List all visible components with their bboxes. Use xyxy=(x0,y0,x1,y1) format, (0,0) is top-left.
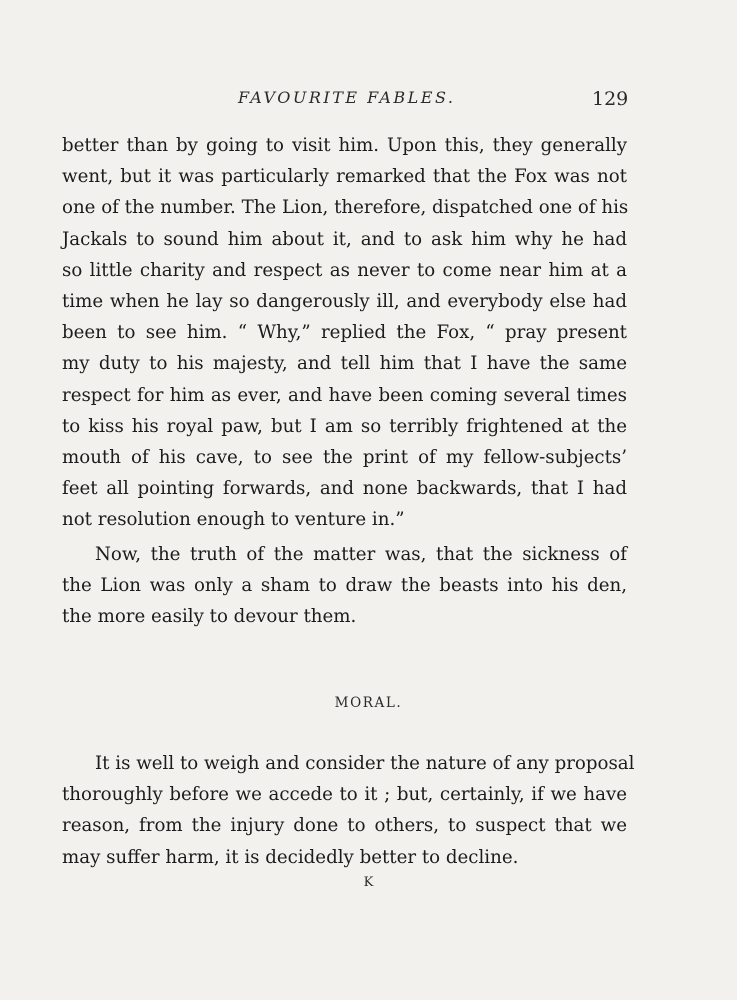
moral-heading: MORAL. xyxy=(334,695,403,711)
text-line: one of the number. The Lion, therefore, dispatched one of his xyxy=(62,197,629,219)
text-line: Now, the truth of the matter was, that the sickness of xyxy=(95,543,627,565)
text-line: the more easily to devour them. xyxy=(62,606,357,628)
text-line: mouth of his cave, to see the print of my fellow-subjects’ xyxy=(62,447,627,469)
text-line: been to see him. “ Why,” replied the Fox, “ pray present xyxy=(62,322,627,344)
text-line: better than by going to visit him. Upon this, they generally xyxy=(62,135,627,156)
paragraph-1 xyxy=(62,130,627,536)
moral-text xyxy=(62,748,635,873)
text-line: my duty to his majesty, and tell him that I have the same xyxy=(62,353,627,375)
text-line: may suffer harm, it is decidedly better to decline. xyxy=(62,846,519,868)
text-line: thoroughly before we accede to it ; but, certainly, if we have xyxy=(62,784,627,806)
text-line: feet all pointing forwards, and none backwards, that I had xyxy=(62,478,627,500)
page-number: 129 xyxy=(592,88,629,110)
fable-text xyxy=(62,130,627,632)
text-line: time when he lay so dangerously ill, and everybody else had xyxy=(62,291,627,313)
text-line: so little charity and respect as never to come near him at a xyxy=(62,259,627,281)
text-line: reason, from the injury done to others, to suspect that we xyxy=(62,815,627,837)
text-line: not resolution enough to venture in.” xyxy=(62,509,405,531)
text-line: respect for him as ever, and have been coming several times xyxy=(62,384,627,406)
signature-mark: K xyxy=(363,875,374,890)
paragraph-2 xyxy=(62,539,627,633)
text-line: went, but it was particularly remarked that the Fox was not xyxy=(62,166,627,188)
running-title: FAVOURITE FABLES. xyxy=(238,88,456,107)
text-line: Jackals to sound him about it, and to ask him why he had xyxy=(62,228,627,250)
text-line: It is well to weigh and consider the nature of any proposal xyxy=(95,753,635,774)
text-line: the Lion was only a sham to draw the beasts into his den, xyxy=(62,574,627,596)
text-line: to kiss his royal paw, but I am so terribly frightened at the xyxy=(62,415,627,437)
